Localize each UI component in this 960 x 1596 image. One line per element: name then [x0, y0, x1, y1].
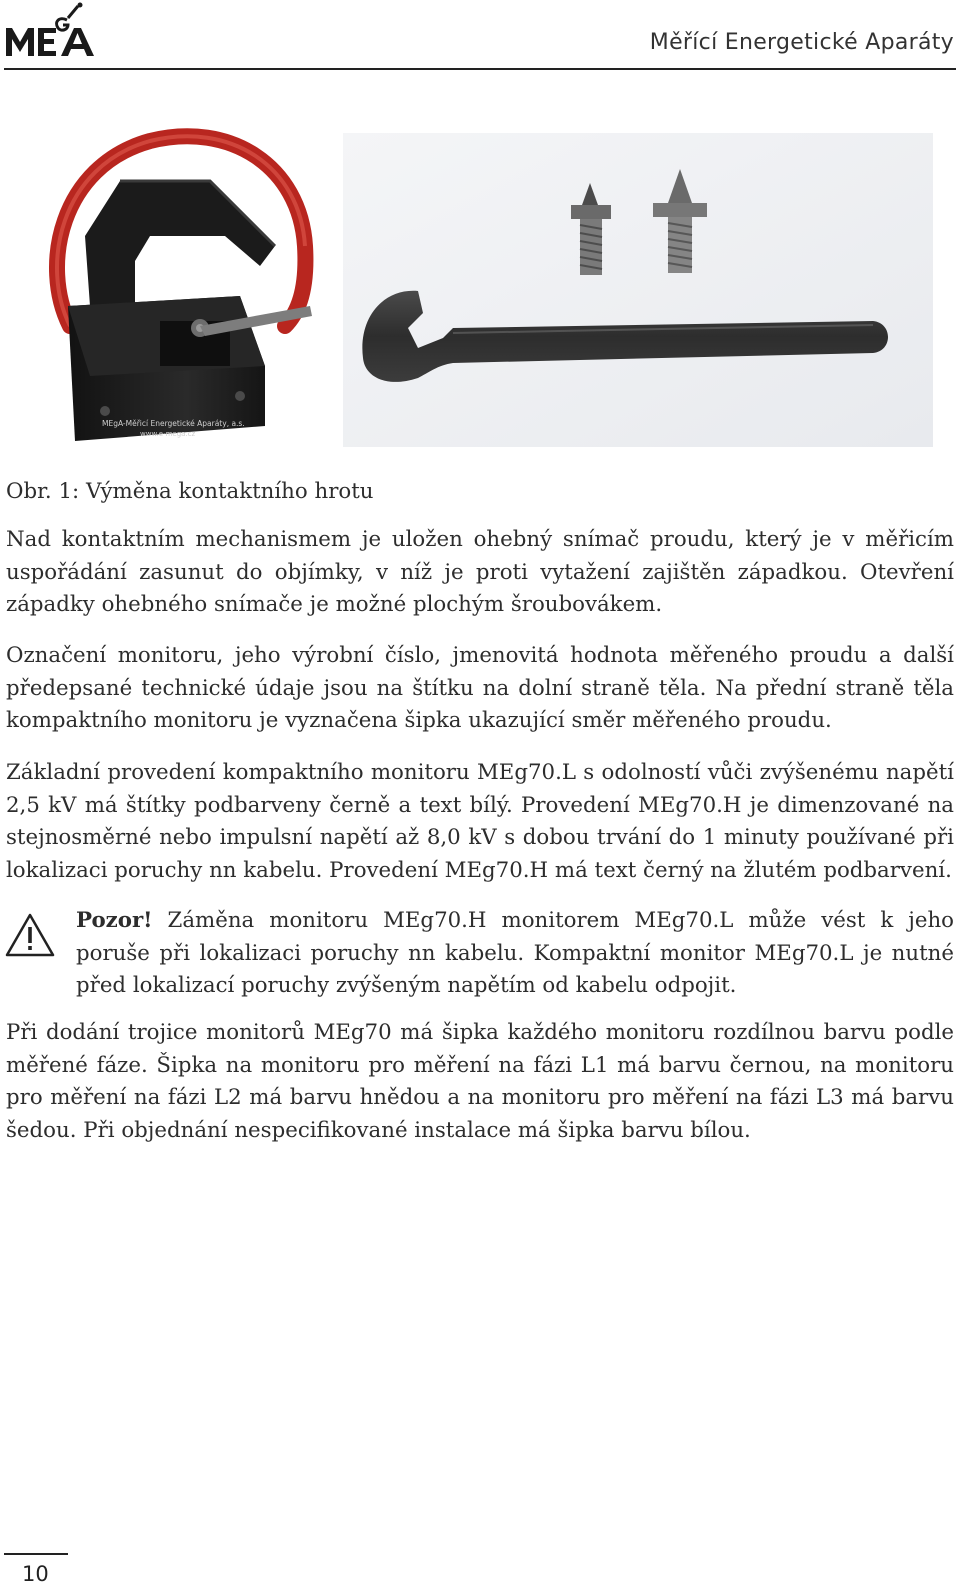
header-divider [4, 68, 956, 70]
footer-divider [4, 1553, 68, 1555]
paragraph-label: Označení monitoru, jeho výrobní číslo, jmenovitá hodnota měřeného proudu a další předepsané technické údaje jsou na štítku na dolní straně těla. Na přední straně těla kompaktního monitoru je vyznačena šipka ukazující směr měřeného proudu. [6, 643, 954, 733]
page-header [0, 0, 960, 72]
warning-text: Záměna monitoru MEg70.H monitorem MEg70.L může vést k jeho poruše při lokalizaci poruchy nn kabelu. Kompaktní monitor MEg70.L je nutné před lokalizací poruchy zvýšeným napětím od kabelu odpojit. [76, 908, 954, 998]
figure-caption: Obr. 1: Výměna kontaktního hrotu [6, 479, 374, 504]
mega-logo [4, 2, 104, 62]
device-label-line1: MEgA-Měřicí Energetické Aparáty, a.s. [102, 419, 245, 428]
header-title: Měřící Energetické Aparáty [649, 30, 954, 55]
page-number: 10 [22, 1562, 49, 1586]
warning-triangle-icon [4, 912, 56, 958]
wrench-and-tips-photo [343, 133, 933, 447]
device-label-line2: www.e-mega.cz [140, 430, 196, 438]
warning-block [76, 905, 954, 1003]
paragraph-arrow-colors: Při dodání trojice monitorů MEg70 má šipka každého monitoru rozdílnou barvu podle měřené fáze. Šipka na monitoru pro měření na fázi L1 má barvu černou, na monitoru pro měření na fázi L2 má barvu hnědou a na monitoru pro měření na fázi L3 má barvu šedou. Při objednání nespecifikované instalace má šipka barvu bílou. [6, 1020, 954, 1143]
paragraph-versions: Základní provedení kompaktního monitoru MEg70.L s odolností vůči zvýšenému napětí 2,5 kV má štítky podbarveny černě a text bílý. Provedení MEg70.H je dimenzované na stejnosměrné nebo impulsní napětí až 8,0 kV s dobou trvání do 1 minuty používané při lokalizaci poruchy nn kabelu. Provedení MEg70.H má text černý na žlutém podbarvení. [6, 760, 954, 883]
warning-label: Pozor! [76, 908, 153, 933]
paragraph-sensor: Nad kontaktním mechanismem je uložen ohebný snímač proudu, který je v měřicím uspořádání zasunut do objímky, v níž je proti vytažení zajištěn západkou. Otevření západky ohebného snímače je možné plochým šroubovákem. [6, 527, 954, 617]
device-photo [30, 126, 315, 456]
